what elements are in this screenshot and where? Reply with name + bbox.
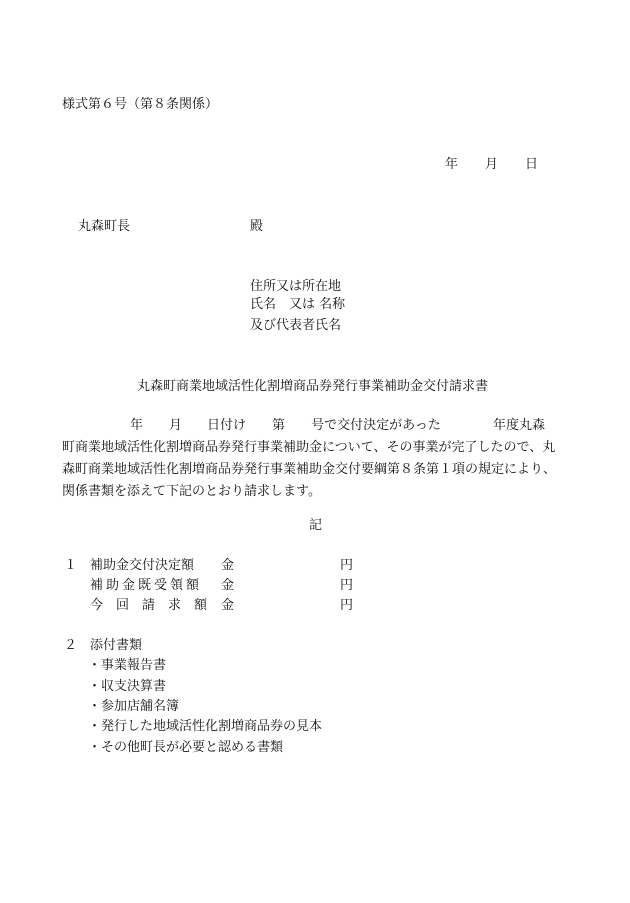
document-title: 丸森町商業地域活性化割増商品券発行事業補助金交付請求書 (137, 379, 489, 394)
body-line-2: 町商業地域活性化割増商品券発行事業補助金について、その事業が完了したので、丸 (62, 440, 556, 455)
amount-unit-decided: 円 (340, 558, 354, 573)
attachment-item: ・その他町長が必要と認める書類 (88, 740, 284, 755)
body-year: 年 (130, 418, 144, 433)
addressee-honorific: 殿 (250, 219, 264, 234)
attachment-item: ・発行した地域活性化割増商品券の見本 (88, 719, 323, 734)
section2-number: ２ (64, 638, 78, 653)
date-year: 年 (445, 157, 459, 172)
body-decision: 号で交付決定があった (311, 418, 441, 433)
section2-heading: 添付書類 (90, 638, 143, 653)
body-line-4: 関係書類を添えて下記のとおり請求します。 (62, 484, 321, 499)
body-fiscal-year: 年度丸森 (492, 418, 545, 433)
date-day: 日 (525, 157, 539, 172)
body-line-1 (62, 419, 545, 432)
attachment-item: ・事業報告書 (88, 658, 167, 673)
addressee-name: 丸森町長 (78, 219, 131, 234)
address-label: 住所又は所在地 (250, 279, 342, 294)
amount-unit-received: 円 (340, 578, 354, 593)
amount-label-decided: 補助金交付決定額 (90, 558, 195, 573)
amount-unit-request: 円 (340, 598, 354, 613)
attachment-item: ・収支決算書 (88, 679, 167, 694)
body-number: 第 (272, 418, 286, 433)
attachment-item: ・参加店舗名簿 (88, 699, 180, 714)
body-date: 日付け (207, 418, 247, 433)
date-month: 月 (485, 157, 499, 172)
form-number: 様式第６号（第８条関係） (62, 97, 219, 112)
amount-currency-received: 金 (221, 578, 235, 593)
body-month: 月 (169, 418, 183, 433)
amount-currency-decided: 金 (221, 558, 235, 573)
representative-label: 及び代表者氏名 (250, 318, 342, 333)
body-line-3: 森町商業地域活性化割増商品券発行事業補助金交付要綱第８条第１項の規定により、 (62, 462, 557, 477)
name-label: 氏名 又は 名称 (250, 297, 346, 312)
amount-label-request: 今 回 請 求 額 (90, 598, 208, 613)
ki-heading: 記 (309, 518, 323, 533)
amount-label-received: 補助金既受領額 (90, 578, 203, 593)
amount-currency-request: 金 (221, 598, 235, 613)
section1-number: １ (64, 558, 78, 573)
